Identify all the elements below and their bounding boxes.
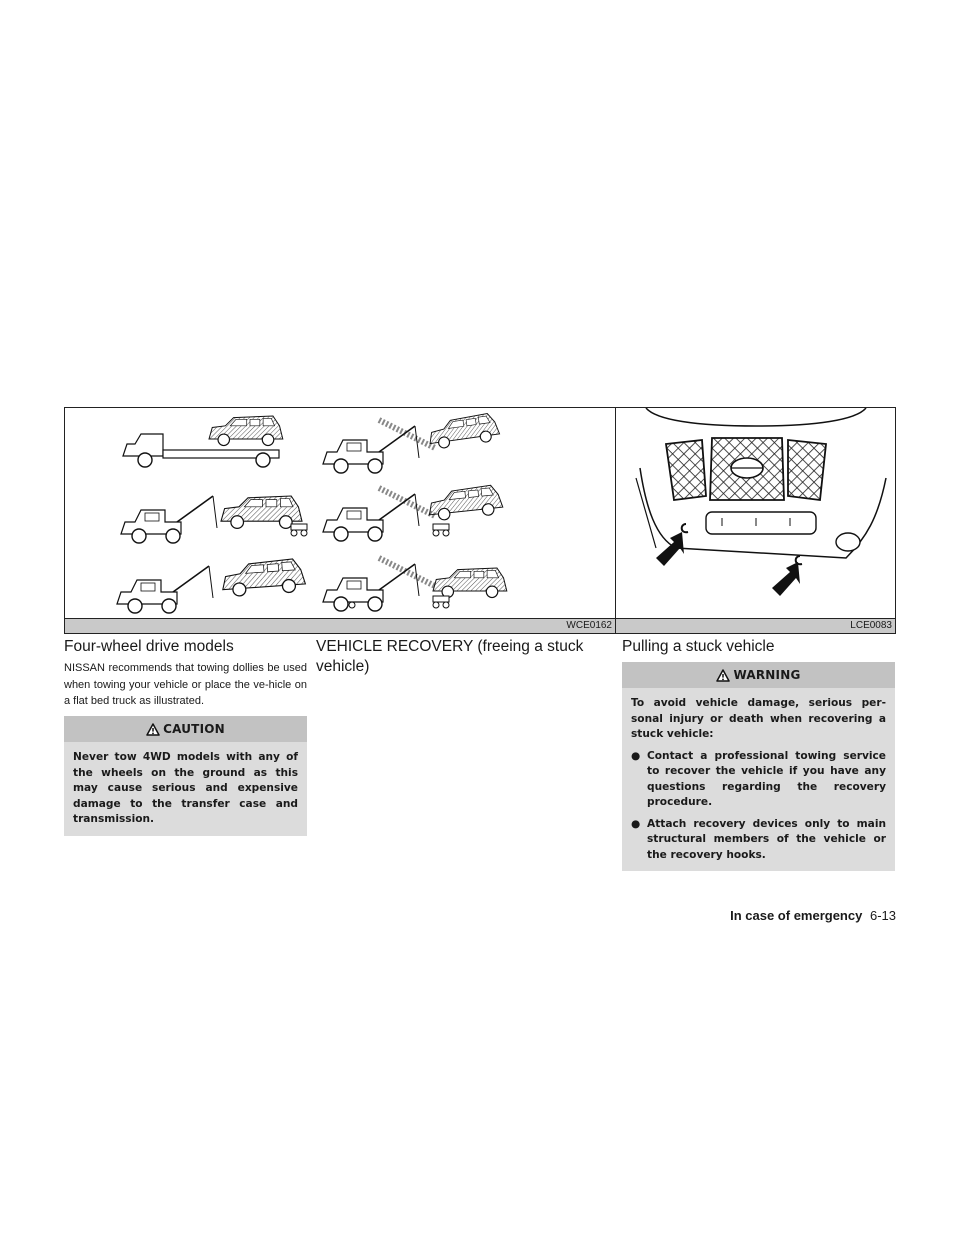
warning-intro: To avoid vehicle damage, serious per-sonal injury or death when recovering a stuck vehicle: bbox=[631, 697, 886, 740]
footer-section-title: In case of emergency bbox=[730, 908, 863, 923]
page-footer bbox=[730, 908, 896, 923]
wheel-lift-illustration bbox=[323, 412, 500, 473]
front-lift-dolly-illustration bbox=[323, 484, 503, 541]
flatbed-transport-illustration bbox=[123, 416, 283, 467]
front-bumper-illustration bbox=[616, 408, 895, 620]
warning-box bbox=[622, 662, 895, 871]
list-item bbox=[631, 749, 886, 811]
figure-caption: WCE0162 bbox=[65, 618, 615, 633]
caution-header bbox=[64, 716, 307, 742]
page-number: 6-13 bbox=[869, 908, 896, 923]
rear-dolly-tow-illustration bbox=[121, 496, 307, 543]
list-item bbox=[631, 817, 886, 864]
warning-triangle-icon bbox=[716, 669, 730, 682]
arrow-icon bbox=[772, 562, 800, 596]
caution-title: CAUTION bbox=[163, 722, 225, 736]
caution-box bbox=[64, 716, 307, 836]
body-paragraph: NISSAN recommends that towing dollies be used when towing your vehicle or place the ve-hicle on a flat bed truck as illustrated. bbox=[64, 662, 307, 707]
recovery-hooks-figure bbox=[615, 407, 896, 634]
warning-bullet-text: Contact a professional towing service to recover the vehicle if you have any questions regarding the recovery procedure. bbox=[647, 749, 886, 808]
warning-header bbox=[622, 662, 895, 688]
caution-text: Never tow 4WD models with any of the wheels on the ground as this may cause serious and expensive damage to the transfer case and transmission. bbox=[73, 751, 298, 825]
section-heading: Four-wheel drive models bbox=[64, 638, 234, 655]
arrow-icon bbox=[656, 532, 684, 566]
towing-illustrations bbox=[65, 408, 615, 620]
warning-bullet-text: Attach recovery devices only to main structural members of the vehicle or the recovery hooks. bbox=[647, 817, 886, 861]
figure-caption: LCE0083 bbox=[616, 618, 895, 633]
warning-title: WARNING bbox=[733, 668, 801, 682]
bullet-icon: ● bbox=[631, 817, 641, 830]
bullet-icon: ● bbox=[631, 749, 641, 762]
front-dolly-tow-illustration bbox=[117, 558, 355, 613]
warning-triangle-icon bbox=[146, 723, 160, 736]
section-heading: Pulling a stuck vehicle bbox=[622, 638, 775, 655]
section-heading: VEHICLE RECOVERY (freeing a stuck vehicle) bbox=[316, 638, 584, 675]
towing-methods-figure bbox=[64, 407, 616, 634]
